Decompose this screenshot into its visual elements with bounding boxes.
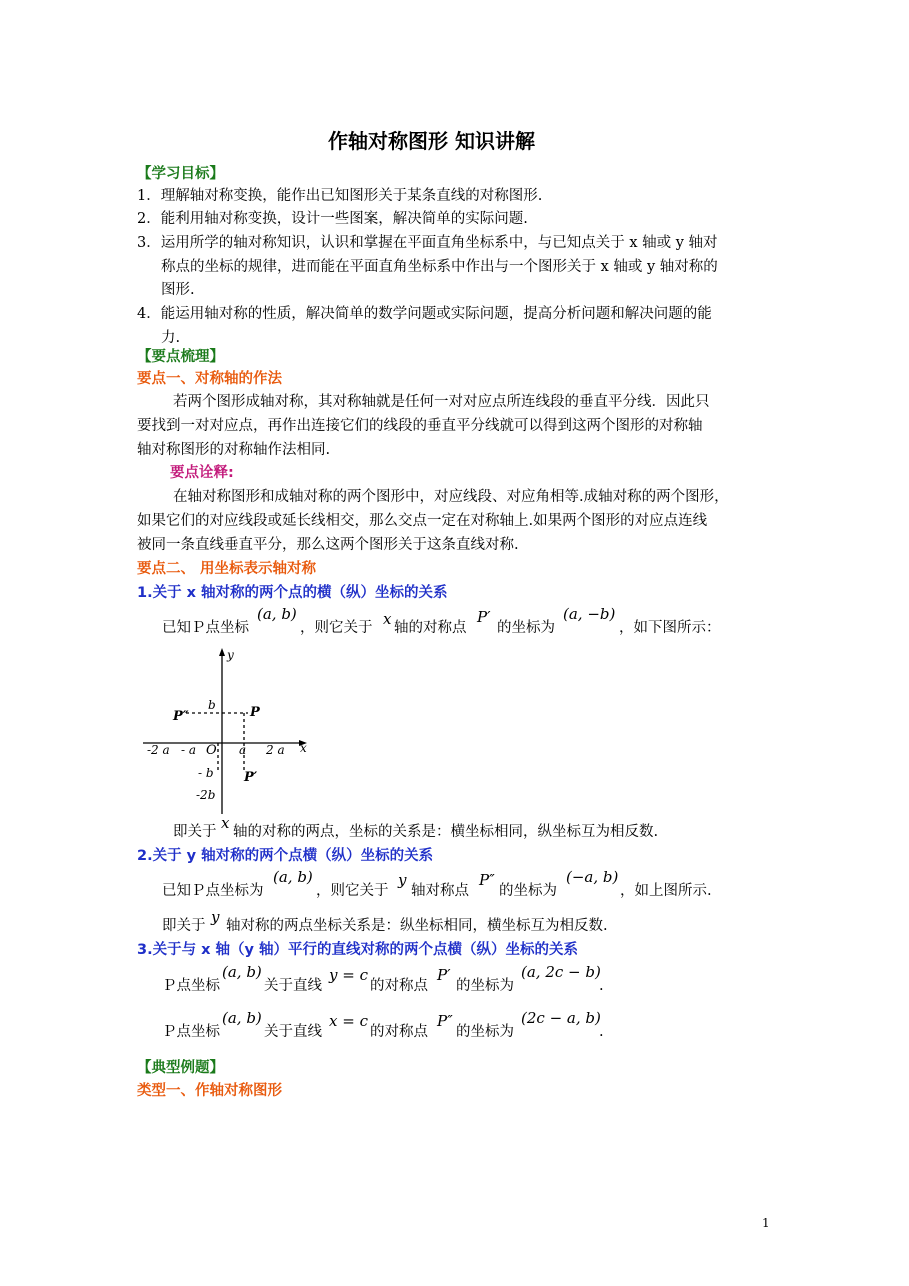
sub1-heading: 1.关于 x 轴对称的两个点的横（纵）坐标的关系 (137, 585, 448, 601)
s2-formula-y: y (398, 871, 407, 889)
s2-formula-p2: P″ (479, 871, 495, 889)
fig-label-p: P (250, 705, 260, 720)
s3-l1-formula-yc: y = c (329, 966, 368, 984)
fig-label-na: - a (181, 743, 197, 757)
s3-l2-text-b: 关于直线 (264, 1024, 322, 1040)
s3-l1-text-b: 关于直线 (264, 978, 322, 994)
s1-concl-b: 轴的对称的两点，坐标的关系是：横坐标相同，纵坐标互为相反数. (233, 824, 659, 840)
s3-l1-text-d: 的坐标为 (456, 978, 514, 994)
s2-concl-b: 轴对称的两点坐标关系是：纵坐标相同，横坐标互为相反数. (226, 918, 608, 934)
point2-heading: 要点二、 用坐标表示轴对称 (137, 561, 317, 577)
fig-label-n2b: -2b (196, 788, 216, 802)
s1-text-e: ，如下图所示： (619, 620, 721, 636)
s1-text-d: 的坐标为 (497, 620, 555, 636)
s2-text-d: 的坐标为 (499, 883, 557, 899)
note-line-3: 被同一条直线垂直平分，那么这两个图形关于这条直线对称. (137, 537, 519, 553)
s1-text-c: 轴的对称点 (394, 620, 467, 636)
s3-l2-formula-result: (2c − a, b) (521, 1009, 601, 1027)
s2-text-e: ，如上图所示. (620, 883, 712, 899)
section-points-heading: 【要点梳理】 (137, 349, 224, 365)
goal-4-cont: 力. (161, 330, 181, 346)
fig-label-n2a: -2 a (147, 743, 170, 757)
s3-l1-formula-ab: (a, b) (222, 963, 262, 981)
type1-heading: 类型一、作轴对称图形 (137, 1083, 282, 1099)
fig-label-a: a (239, 743, 247, 757)
y-arrow (219, 648, 225, 656)
s2-text-a: 已知Ｐ点坐标为 (162, 883, 264, 899)
s1-formula-p1: P′ (477, 608, 491, 626)
page-number: 1 (762, 1216, 770, 1230)
s3-l2-text-c: 的对称点 (370, 1024, 428, 1040)
s3-l2-text-e: . (599, 1024, 604, 1040)
fig-label-o: O (206, 743, 217, 758)
s1-formula-ab: (a, b) (257, 605, 297, 623)
s2-concl-a: 即关于 (162, 918, 206, 934)
note-heading: 要点诠释: (170, 465, 234, 481)
note-line-1: 在轴对称图形和成轴对称的两个图形中，对应线段、对应角相等.成轴对称的两个图形， (173, 489, 729, 505)
s1-formula-a-negb: (a, −b) (563, 605, 616, 623)
s2-concl-y: y (211, 908, 220, 926)
coordinate-figure (140, 646, 320, 818)
fig-label-pdouble: P″ (173, 709, 189, 724)
s3-l2-formula-p2: P″ (437, 1012, 453, 1030)
s3-l2-formula-xc: x = c (329, 1012, 368, 1030)
s2-text-b: ，则它关于 (316, 883, 389, 899)
s2-formula-nega-b: (−a, b) (566, 868, 619, 886)
goal-4: 4．能运用轴对称的性质，解决简单的数学问题或实际问题，提高分析问题和解决问题的能 (137, 306, 712, 322)
fig-label-y: y (227, 648, 234, 662)
s1-text-b: ，则它关于 (300, 620, 373, 636)
section-examples-heading: 【典型例题】 (137, 1060, 224, 1076)
s3-l2-formula-ab: (a, b) (222, 1009, 262, 1027)
s1-text-a: 已知Ｐ点坐标 (162, 620, 249, 636)
sub2-heading: 2.关于 y 轴对称的两个点横（纵）坐标的关系 (137, 848, 434, 864)
goal-1: 1．理解轴对称变换，能作出已知图形关于某条直线的对称图形. (137, 188, 543, 204)
s3-l1-formula-result: (a, 2c − b) (521, 963, 601, 981)
point1-line-2: 要找到一对对应点，再作出连接它们的线段的垂直平分线就可以得到这两个图形的对称轴 (137, 418, 703, 434)
s3-l1-text-e: . (599, 978, 604, 994)
page-title: 作轴对称图形 知识讲解 (328, 129, 535, 153)
s2-text-c: 轴对称点 (411, 883, 469, 899)
s3-l1-formula-p1: P′ (437, 966, 451, 984)
sub3-heading: 3.关于与 x 轴（y 轴）平行的直线对称的两个点横（纵）坐标的关系 (137, 942, 579, 958)
goal-3-cont: 称点的坐标的规律，进而能在平面直角坐标系中作出与一个图形关于 x 轴或 y 轴对称的 (161, 259, 718, 275)
point1-heading: 要点一、对称轴的作法 (137, 371, 282, 387)
fig-label-x: x (300, 741, 307, 755)
s3-l2-text-d: 的坐标为 (456, 1024, 514, 1040)
s3-l1-text-a: Ｐ点坐标 (162, 978, 220, 994)
note-line-2: 如果它们的对应线段或延长线相交，那么交点一定在对称轴上.如果两个图形的对应点连线 (137, 513, 708, 529)
section-goals-heading: 【学习目标】 (137, 166, 224, 182)
s2-formula-ab: (a, b) (273, 868, 313, 886)
goal-3: 3．运用所学的轴对称知识，认识和掌握在平面直角坐标系中，与已知点关于 x 轴或 y 轴对 (137, 235, 718, 251)
fig-label-b: b (208, 698, 216, 712)
s3-l1-text-c: 的对称点 (370, 978, 428, 994)
s3-l2-text-a: Ｐ点坐标 (162, 1024, 220, 1040)
s1-concl-a: 即关于 (173, 824, 217, 840)
goal-3-cont2: 图形. (161, 282, 195, 298)
point1-line-1: 若两个图形成轴对称，其对称轴就是任何一对对应点所连线段的垂直平分线．因此只 (173, 394, 710, 410)
s1-formula-x: x (383, 610, 392, 628)
fig-label-nb: - b (198, 766, 214, 780)
fig-label-pprime: P′ (244, 770, 258, 785)
s1-concl-x: x (221, 814, 230, 832)
goal-2: 2．能利用轴对称变换，设计一些图案，解决简单的实际问题. (137, 211, 528, 227)
point1-line-3: 轴对称图形的对称轴作法相同. (137, 442, 331, 458)
fig-label-2a: 2 a (266, 743, 285, 757)
